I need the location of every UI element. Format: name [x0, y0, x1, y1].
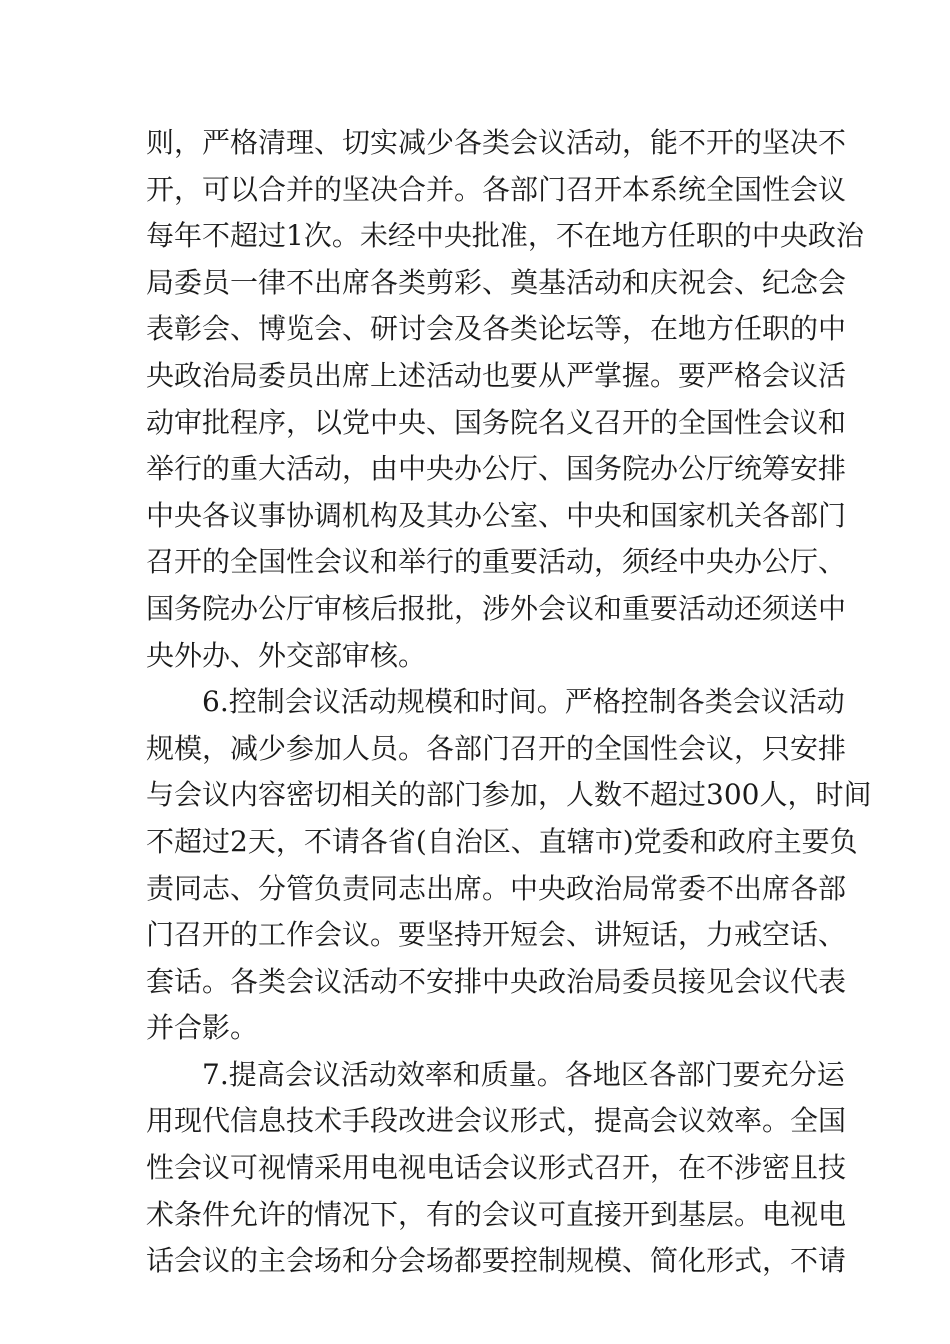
text-line: 套话。各类会议活动不安排中央政治局委员接见会议代表: [146, 964, 847, 998]
paragraph-heading-7: 7.提高会议活动效率和质量。各地区各部门要充分运: [202, 1057, 845, 1091]
text-line: 开，可以合并的坚决合并。各部门召开本系统全国性会议: [146, 172, 847, 206]
text-line: 表彰会、博览会、研讨会及各类论坛等，在地方任职的中: [146, 312, 847, 346]
text-line: 门召开的工作会议。要坚持开短会、讲短话，力戒空话、: [146, 918, 847, 952]
text-line: 规模，减少参加人员。各部门召开的全国性会议，只安排: [146, 731, 847, 765]
text-line: 性会议可视情采用电视电话会议形式召开，在不涉密且技: [146, 1151, 847, 1185]
text-line: 举行的重大活动，由中央办公厅、国务院办公厅统筹安排: [146, 452, 847, 486]
text-line: 局委员一律不出席各类剪彩、奠基活动和庆祝会、纪念会: [146, 265, 847, 299]
text-line: 用现代信息技术手段改进会议形式，提高会议效率。全国: [146, 1104, 847, 1138]
text-line: 国务院办公厅审核后报批，涉外会议和重要活动还须送中: [146, 591, 847, 625]
text-line: 话会议的主会场和分会场都要控制规模、简化形式，不请: [146, 1244, 847, 1278]
text-line: 并合影。: [146, 1011, 259, 1045]
text-line: 术条件允许的情况下，有的会议可直接开到基层。电视电: [146, 1197, 847, 1231]
text-line: 每年不超过1次。未经中央批准，不在地方任职的中央政治: [146, 219, 864, 253]
text-line: 召开的全国性会议和举行的重要活动，须经中央办公厅、: [146, 545, 847, 579]
text-line: 动审批程序，以党中央、国务院名义召开的全国性会议和: [146, 405, 847, 439]
text-line: 央政治局委员出席上述活动也要从严掌握。要严格会议活: [146, 358, 847, 392]
paragraph-heading-6: 6.控制会议活动规模和时间。严格控制各类会议活动: [202, 685, 845, 719]
text-line: 则，严格清理、切实减少各类会议活动，能不开的坚决不: [146, 126, 847, 159]
body-text: [0, 120, 950, 1285]
text-line: 责同志、分管负责同志出席。中央政治局常委不出席各部: [146, 871, 847, 905]
text-line: 央外办、外交部审核。: [146, 638, 427, 672]
text-line: 与会议内容密切相关的部门参加，人数不超过300人，时间: [146, 778, 872, 812]
text-line: 不超过2天，不请各省(自治区、直辖市)党委和政府主要负: [146, 824, 858, 858]
text-line: 中央各议事协调机构及其办公室、中央和国家机关各部门: [146, 498, 847, 532]
